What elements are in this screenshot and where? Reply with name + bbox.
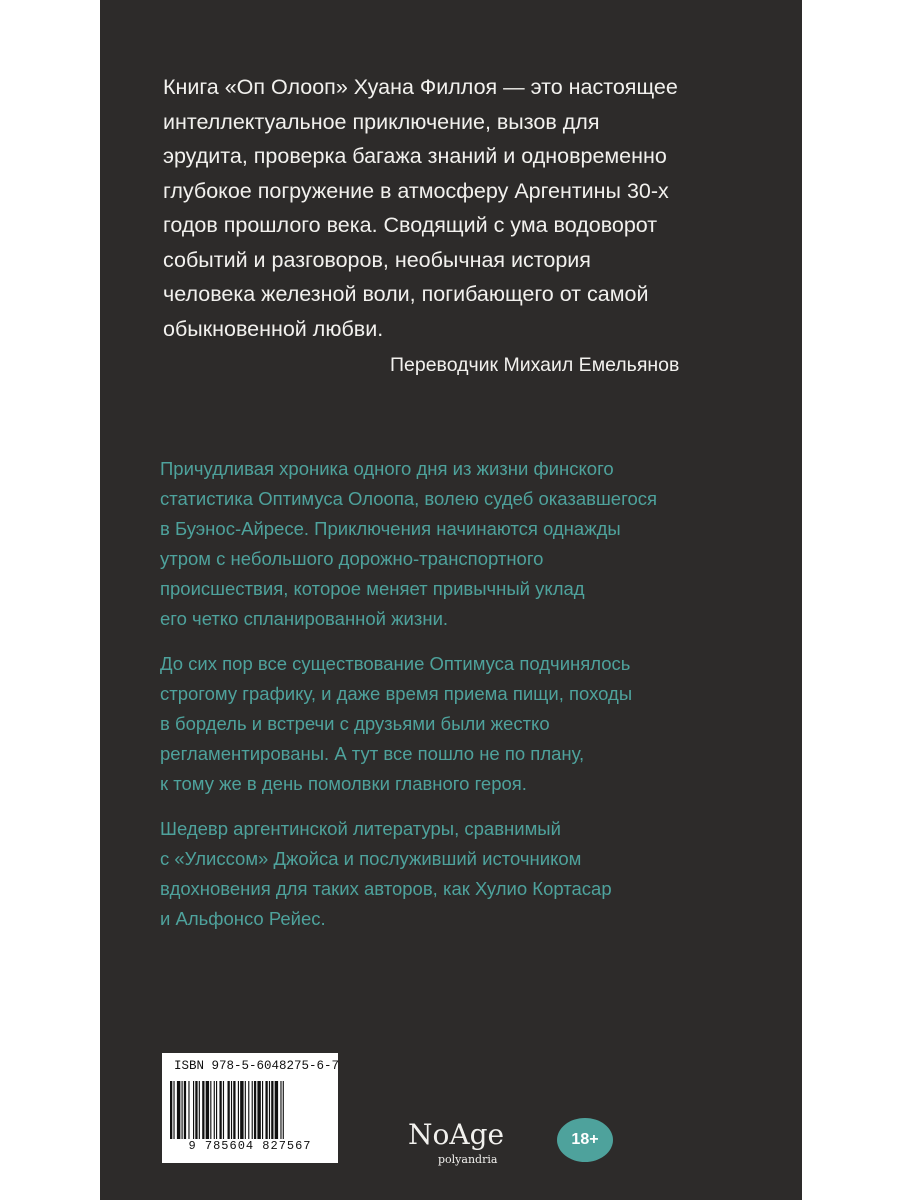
barcode-bars <box>170 1081 330 1139</box>
blurb-line: вдохновения для таких авторов, как Хулио Кортасар <box>160 878 612 899</box>
barcode-bar <box>173 1081 174 1139</box>
quote-line: Книга «Оп Олооп» Хуана Филлоя — это настоящее <box>163 75 678 99</box>
barcode-bar <box>214 1081 215 1139</box>
quote-attribution: Переводчик Михаил Емельянов <box>390 354 680 376</box>
barcode-bar <box>210 1081 211 1139</box>
barcode-bar <box>231 1081 232 1139</box>
barcode-bar <box>269 1081 270 1139</box>
blurb-line: и Альфонсо Рейес. <box>160 908 326 929</box>
barcode-bar <box>257 1081 260 1139</box>
blurb-line: Причудливая хроника одного дня из жизни финского <box>160 458 614 479</box>
blurb-line: утром с небольшого дорожно-транспортного <box>160 548 544 569</box>
barcode-digits: 9 785604 827567 <box>188 1139 312 1153</box>
publisher-logo <box>408 1120 528 1172</box>
isbn-label: ISBN 978-5-6048275-6-7 <box>174 1059 340 1073</box>
blurb-paragraph-1 <box>160 454 780 634</box>
barcode-bar <box>177 1081 180 1139</box>
barcode-bar <box>184 1081 186 1139</box>
quote-line: обыкновенной любви. <box>163 316 384 341</box>
age-rating-badge: 18+ <box>557 1118 613 1162</box>
quote-line: глубокое погружение в атмосферу Аргентины 30-х <box>163 178 669 203</box>
barcode-bar <box>248 1081 249 1139</box>
barcode-bar <box>193 1081 194 1139</box>
quote-line: событий и разговоров, необычная история <box>163 247 591 272</box>
barcode-bar <box>238 1081 239 1139</box>
isbn-barcode <box>162 1053 338 1163</box>
barcode-bar <box>228 1081 230 1139</box>
barcode-bar <box>206 1081 209 1139</box>
barcode-bar <box>275 1081 278 1139</box>
blurb-line: в Буэнос-Айресе. Приключения начинаются однажды <box>160 518 621 539</box>
barcode-bar <box>202 1081 204 1139</box>
blurb-line: с «Улиссом» Джойса и послуживший источником <box>160 848 582 869</box>
barcode-bar <box>252 1081 253 1139</box>
publisher-imprint: polyandria <box>438 1153 498 1166</box>
barcode-bar <box>271 1081 273 1139</box>
blurb-line: строгому графику, и даже время приема пищи, походы <box>160 683 633 704</box>
blurb-line: регламентированы. А тут все пошло не по плану, <box>160 743 585 764</box>
barcode-bar <box>254 1081 256 1139</box>
barcode-bar <box>195 1081 197 1139</box>
quote-line: интеллектуальное приключение, вызов для <box>163 109 600 134</box>
quote-line: годов прошлого века. Сводящий с ума водоворот <box>163 213 658 237</box>
barcode-bar <box>223 1081 224 1139</box>
barcode-bar <box>265 1081 267 1139</box>
quote-line: человека железной воли, погибающего от самой <box>163 282 649 306</box>
blurb-line: к тому же в день помолвки главного героя. <box>160 773 527 794</box>
barcode-bar <box>245 1081 246 1139</box>
barcode-bar <box>262 1081 263 1139</box>
barcode-bar <box>280 1081 281 1139</box>
quote-line: эрудита, проверка багажа знаний и одновременно <box>163 144 667 168</box>
barcode-bar <box>182 1081 183 1139</box>
quote-block <box>163 70 763 346</box>
barcode-bar <box>219 1081 221 1139</box>
blurb-line: Шедевр аргентинской литературы, сравнимый <box>160 818 561 839</box>
blurb-line: в бордель и встречи с друзьями были жестко <box>160 713 550 734</box>
blurb-paragraph-3 <box>160 814 780 934</box>
blurb-line: До сих пор все существование Оптимуса подчинялось <box>160 653 631 674</box>
barcode-bar <box>216 1081 217 1139</box>
blurb-paragraph-2 <box>160 649 780 799</box>
barcode-bar <box>233 1081 235 1139</box>
publisher-logo-text: NoAge <box>408 1118 505 1151</box>
blurb-line: его четко спланированной жизни. <box>160 608 449 629</box>
barcode-bar <box>283 1081 284 1139</box>
barcode-bar <box>170 1081 172 1139</box>
blurb-line: происшествия, которое меняет привычный уклад <box>160 578 585 599</box>
barcode-bar <box>199 1081 200 1139</box>
barcode-bar <box>188 1081 189 1139</box>
blurb-line: статистика Оптимуса Олоопа, волею судеб оказавшегося <box>160 488 657 509</box>
barcode-bar <box>240 1081 243 1139</box>
